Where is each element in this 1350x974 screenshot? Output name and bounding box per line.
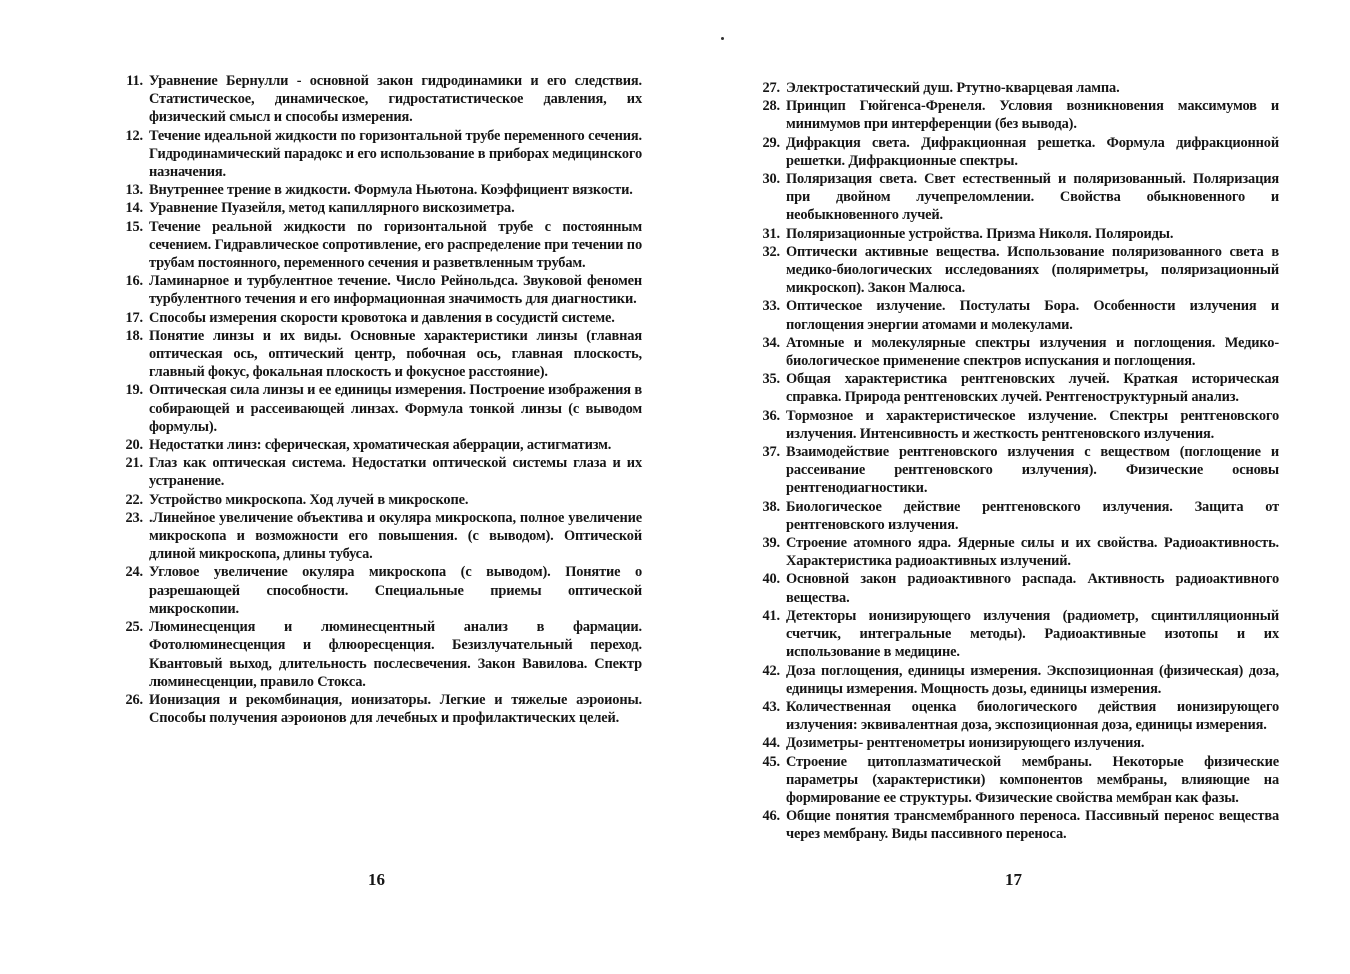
item-text: Строение атомного ядра. Ядерные силы и их свойства. Радиоактивность. Характеристика радиоактивных излучений.	[786, 535, 1279, 570]
list-item	[755, 607, 1279, 662]
item-text: Понятие линзы и их виды. Основные характеристики линзы (главная оптическая ось, оптический центр, побочная ось, главная плоскость, главный фокус, фокальная плоскость и фокусное расстояние).	[149, 327, 642, 381]
item-text: Общая характеристика рентгеновских лучей. Краткая историческая справка. Природа рентгеновских лучей. Рентгеноструктурный анализ.	[786, 371, 1279, 406]
item-number: 21.	[125, 455, 143, 472]
item-number: 35.	[762, 371, 780, 388]
list-item	[755, 225, 1279, 243]
list-item	[755, 443, 1279, 498]
item-text: Оптическое излучение. Постулаты Бора. Особенности излучения и поглощения энергии атомами и молекулами.	[786, 298, 1279, 333]
list-item	[118, 618, 642, 691]
item-number: 22.	[125, 491, 143, 508]
item-text: Количественная оценка биологического действия ионизирующего излучения: эквивалентная доза, экспозиционная доза, единицы измерения.	[786, 698, 1279, 734]
item-number: 43.	[762, 698, 780, 715]
list-item	[118, 509, 642, 564]
item-text: Недостатки линз: сферическая, хроматическая аберрации, астигматизм.	[149, 437, 612, 454]
list-item	[755, 97, 1279, 133]
item-number: 25.	[125, 619, 143, 636]
item-number: 14.	[125, 200, 143, 217]
list-item	[755, 807, 1279, 843]
item-text: Оптическая сила линзы и ее единицы измерения. Построение изображения в собирающей и рассеивающей линзах. Формула тонкой линзы (с выводом формулы).	[149, 382, 642, 435]
item-text: Принцип Гюйгенса-Френеля. Условия возникновения максимумов и минимумов при интерференции (без вывода).	[786, 98, 1279, 133]
list-item	[755, 662, 1279, 698]
item-number: 23.	[125, 509, 143, 526]
item-number: 39.	[762, 535, 780, 552]
item-number: 24.	[125, 564, 143, 581]
item-number: 34.	[762, 334, 780, 351]
item-number: 16.	[125, 273, 143, 290]
list-item	[118, 199, 642, 217]
item-number: 12.	[125, 127, 143, 144]
item-text: .Линейное увеличение объектива и окуляра микроскопа, полное увеличение микроскопа и возможности его повышения. (с выводом). Оптической длиной микроскопа, длины тубуса.	[149, 509, 642, 563]
list-item	[755, 570, 1279, 606]
item-number: 30.	[762, 171, 780, 188]
list-item	[755, 79, 1279, 97]
item-text: Течение идеальной жидкости по горизонтальной трубе переменного сечения. Гидродинамический парадокс и его использование в приборах медицинского назначения.	[149, 127, 642, 181]
list-item	[118, 127, 642, 182]
item-text: Дифракция света. Дифракционная решетка. Формула дифракционной решетки. Дифракционные спектры.	[786, 134, 1279, 169]
list-item	[755, 297, 1279, 333]
item-text: Уравнение Пуазейля, метод капиллярного вискозиметра.	[149, 200, 515, 217]
list-item	[118, 181, 642, 199]
item-number: 33.	[762, 298, 780, 315]
item-text: Уравнение Бернулли - основной закон гидродинамики и его следствия. Статистическое, динамическое, гидростатистическое давления, их физический смысл и способы измерения.	[149, 73, 642, 126]
item-number: 36.	[762, 407, 780, 424]
item-text: Глаз как оптическая система. Недостатки оптической системы глаза и их устранение.	[149, 455, 642, 490]
list-item	[118, 309, 642, 327]
list-item	[118, 454, 642, 490]
list-item	[755, 170, 1279, 225]
list-item	[755, 698, 1279, 734]
list-item	[755, 407, 1279, 443]
item-text: Способы измерения скорости кровотока и давления в сосудистй системе.	[149, 309, 615, 326]
scan-speck	[721, 37, 724, 40]
question-list-left	[118, 72, 642, 727]
item-number: 19.	[125, 382, 143, 399]
item-text: Угловое увеличение окуляра микроскопа (с выводом). Понятие о разрешающей способности. Специальные приемы оптической микроскопии.	[149, 564, 642, 617]
list-item	[755, 498, 1279, 534]
item-text: Детекторы ионизирующего излучения (радиометр, сцинтилляционный счетчик, интегральные методы). Радиоактивные изотопы и их использование в медицине.	[786, 607, 1279, 661]
item-number: 46.	[762, 808, 780, 825]
list-item	[755, 753, 1279, 808]
list-item	[755, 734, 1279, 752]
item-number: 13.	[125, 182, 143, 199]
item-number: 38.	[762, 498, 780, 515]
item-number: 29.	[762, 134, 780, 151]
list-item	[118, 72, 642, 127]
list-item	[118, 218, 642, 273]
item-text: Ламинарное и турбулентное течение. Число Рейнольдса. Звуковой феномен турбулентного течения и его информационная значимость для диагностики.	[149, 273, 642, 308]
list-item	[755, 534, 1279, 570]
item-number: 41.	[762, 607, 780, 624]
right-page	[675, 0, 1350, 974]
list-item	[118, 491, 642, 509]
item-text: Взаимодействие рентгеновского излучения с веществом (поглощение и рассеивание рентгеновского излучения). Физические основы рентгенодиагностики.	[786, 444, 1279, 497]
item-text: Электростатический душ. Ртутно-кварцевая лампа.	[786, 80, 1120, 96]
item-text: Атомные и молекулярные спектры излучения и поглощения. Медико-биологическое применение спектров испускания и поглощения.	[786, 334, 1279, 370]
item-number: 28.	[762, 98, 780, 115]
list-item	[118, 691, 642, 727]
item-number: 11.	[126, 73, 143, 89]
list-item	[755, 370, 1279, 406]
item-number: 32.	[762, 243, 780, 260]
list-item	[118, 327, 642, 382]
list-item	[755, 243, 1279, 298]
list-item	[118, 436, 642, 454]
item-text: Поляризационные устройства. Призма Николя. Поляроиды.	[786, 225, 1174, 242]
item-text: Ионизация и рекомбинация, ионизаторы. Легкие и тяжелые аэроионы. Способы получения аэроионов для лечебных и профилактических целей.	[149, 691, 642, 727]
item-text: Внутреннее трение в жидкости. Формула Ньютона. Коэффициент вязкости.	[149, 182, 633, 199]
list-item	[118, 563, 642, 618]
item-text: Общие понятия трансмембранного переноса. Пассивный перенос вещества через мембрану. Виды пассивного переноса.	[786, 808, 1279, 843]
item-number: 37.	[762, 444, 780, 461]
question-list-right	[755, 79, 1279, 844]
item-text: Тормозное и характеристическое излучение. Спектры рентгеновского излучения. Интенсивность и жесткость рентгеновского излучения.	[786, 407, 1279, 442]
item-number: 18.	[125, 327, 143, 344]
item-text: Дозиметры- рентгенометры ионизирующего излучения.	[786, 735, 1145, 752]
item-number: 45.	[762, 753, 780, 770]
item-number: 31.	[762, 225, 780, 242]
item-text: Люминесценция и люминесцентный анализ в фармации. Фотолюминесценция и флюоресценция. Безизлучательный переход. Квантовый выход, длительность послесвечения. Закон Вавилова. Спектр люминесценции, правило Стокса.	[149, 619, 642, 690]
item-text: Устройство микроскопа. Ход лучей в микроскопе.	[149, 491, 469, 508]
page-number: 17	[1005, 870, 1022, 889]
item-number: 27.	[762, 80, 780, 96]
list-item	[118, 381, 642, 436]
item-text: Основной закон радиоактивного распада. Активность радиоактивного вещества.	[786, 571, 1279, 606]
item-text: Доза поглощения, единицы измерения. Экспозиционная (физическая) доза, единицы измерения. Мощность дозы, единицы измерения.	[786, 662, 1279, 697]
item-text: Биологическое действие рентгеновского излучения. Защита от рентгеновского излучения.	[786, 498, 1279, 533]
item-number: 20.	[125, 437, 143, 454]
item-text: Течение реальной жидкости по горизонтальной трубе с постоянным сечением. Гидравлическое сопротивление, его распределение при течении по трубам постоянного, переменного сечения и разветвленным трубам.	[149, 218, 642, 272]
item-number: 26.	[125, 691, 143, 708]
list-item	[118, 272, 642, 308]
item-number: 42.	[762, 662, 780, 679]
page-number: 16	[368, 870, 385, 889]
item-number: 17.	[125, 309, 143, 326]
item-text: Поляризация света. Свет естественный и поляризованный. Поляризация при двойном лучепреломлении. Свойства обыкновенного и необыкновенного лучей.	[786, 171, 1279, 224]
item-text: Строение цитоплазматической мембраны. Некоторые физические параметры (характеристики) компонентов мембраны, влияющие на формирование ее структуры. Физические свойства мембран как фазы.	[786, 753, 1279, 806]
item-number: 15.	[125, 218, 143, 235]
item-text: Оптически активные вещества. Использование поляризованного света в медико-биологических исследованиях (поляриметры, поляризационный микроскоп). Закон Малюса.	[786, 243, 1279, 297]
list-item	[755, 334, 1279, 370]
item-number: 40.	[762, 571, 780, 588]
list-item	[755, 134, 1279, 170]
item-number: 44.	[762, 735, 780, 752]
